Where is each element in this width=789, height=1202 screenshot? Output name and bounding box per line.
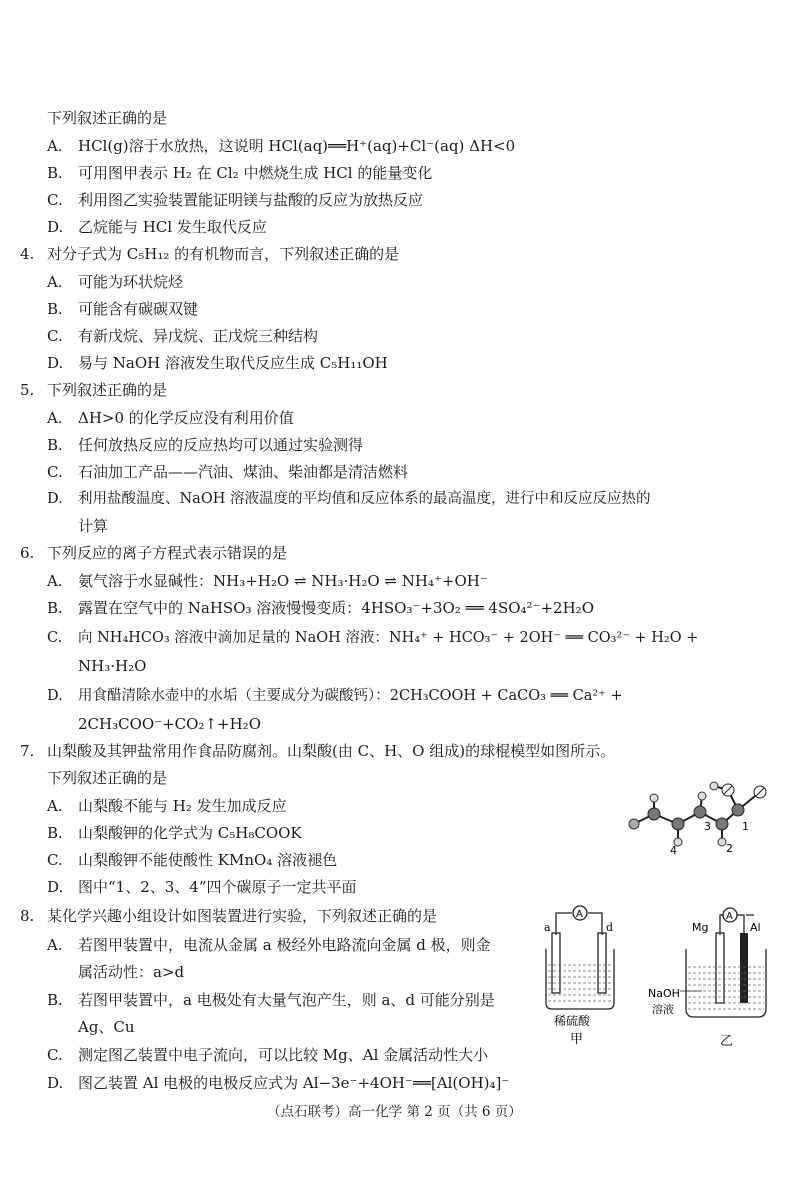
- q8-stem: 8. 某化学兴趣小组设计如图装置进行实验，下列叙述正确的是: [20, 907, 438, 925]
- q3-option-a: A. HCl(g)溶于水放热，这说明 HCl(aq)══H⁺(aq)+Cl⁻(aq) ΔH<0: [47, 137, 516, 155]
- q7-option-d: D. 图中“1、2、3、4”四个碳原子一定共平面: [47, 878, 357, 896]
- q8-option-d: D. 图乙装置 Al 电极的电极反应式为 Al−3e⁻+4OH⁻══[Al(OH)₄]⁻: [47, 1074, 510, 1092]
- q3-option-c: C. 利用图乙实验装置能证明镁与盐酸的反应为放热反应: [47, 191, 424, 209]
- q8-option-c: C. 测定图乙装置中电子流向，可以比较 Mg、Al 金属活动性大小: [47, 1046, 489, 1064]
- atom-label-4: 4: [670, 844, 677, 857]
- q6-option-b: B. 露置在空气中的 NaHSO₃ 溶液慢慢变质：4HSO₃⁻+3O₂ ══ 4SO₄²⁻+2H₂O: [47, 599, 594, 617]
- ammeter-yi-label: A: [726, 911, 733, 922]
- q5-option-d: D. 利用盐酸温度、NaOH 溶液温度的平均值和反应体系的最高温度，进行中和反应反应热的: [47, 491, 651, 507]
- atom-label-1: 1: [742, 820, 749, 833]
- q6-stem: 6. 下列反应的离子方程式表示错误的是: [20, 544, 288, 562]
- figure-yi-caption: 乙: [720, 1034, 734, 1049]
- galvanic-cell-jia-figure: [540, 905, 620, 1045]
- q7-stem: 7. 山梨酸及其钾盐常用作食品防腐剂。山梨酸(由 C、H、O 组成)的球棍模型如图所示。: [20, 742, 616, 760]
- electrode-d-label: d: [606, 921, 614, 934]
- q7-stem-cont: 下列叙述正确的是: [47, 769, 168, 787]
- q4-option-d: D. 易与 NaOH 溶液发生取代反应生成 C₅H₁₁OH: [47, 354, 388, 372]
- q8-option-b-cont: Ag、Cu: [78, 1018, 135, 1036]
- q6-option-d-cont: 2CH₃COO⁻+CO₂↑+H₂O: [78, 715, 261, 733]
- dilute-sulfuric-acid-label: 稀硫酸: [554, 1014, 591, 1028]
- q6-option-a: A. 氨气溶于水显碱性：NH₃+H₂O ⇌ NH₃·H₂O ⇌ NH₄⁺+OH⁻: [47, 572, 488, 590]
- q6-option-c-cont: NH₃·H₂O: [78, 657, 147, 675]
- q5-option-c: C. 石油加工产品——汽油、煤油、柴油都是清洁燃料: [47, 463, 409, 481]
- q5-option-a: A. ΔH>0 的化学反应没有利用价值: [47, 409, 294, 427]
- ball-and-stick-model: [612, 772, 772, 862]
- q4-option-a: A. 可能为环状烷烃: [47, 273, 184, 291]
- atom-label-3: 3: [704, 820, 711, 833]
- q4-option-c: C. 有新戊烷、异戊烷、正戊烷三种结构: [47, 327, 319, 345]
- q8-option-a: A. 若图甲装置中，电流从金属 a 极经外电路流向金属 d 极，则金: [47, 936, 491, 954]
- atom-label-2: 2: [726, 842, 733, 855]
- naoh-label: NaOH: [648, 987, 680, 1000]
- q4-stem: 4. 对分子式为 C₅H₁₂ 的有机物而言，下列叙述正确的是: [20, 245, 400, 263]
- page-footer: （点石联考）高一化学 第 2 页（共 6 页）: [267, 1104, 522, 1120]
- figure-jia-caption: 甲: [570, 1032, 584, 1045]
- ammeter-jia-label: A: [576, 909, 583, 920]
- q3-stem: 下列叙述正确的是: [47, 109, 168, 127]
- q3-option-b: B. 可用图甲表示 H₂ 在 Cl₂ 中燃烧生成 HCl 的能量变化: [47, 164, 433, 182]
- q8-option-b: B. 若图甲装置中，a 电极处有大量气泡产生，则 a、d 可能分别是: [47, 991, 495, 1009]
- q5-option-d-cont: 计算: [78, 517, 109, 535]
- galvanic-cell-yi-figure: [642, 905, 772, 1050]
- q7-option-b: B. 山梨酸钾的化学式为 C₅H₈COOK: [47, 824, 302, 842]
- al-electrode-label: Al: [750, 921, 761, 934]
- solution-label: 溶液: [652, 1003, 674, 1016]
- q6-option-d: D. 用食醋清除水壶中的水垢（主要成分为碳酸钙）：2CH₃COOH + CaCO₃ ══ Ca²⁺ +: [47, 688, 623, 704]
- mg-electrode-label: Mg: [692, 921, 709, 934]
- q5-option-b: B. 任何放热反应的反应热均可以通过实验测得: [47, 436, 364, 454]
- q7-option-a: A. 山梨酸不能与 H₂ 发生加成反应: [47, 797, 287, 815]
- q7-option-c: C. 山梨酸钾不能使酸性 KMnO₄ 溶液褪色: [47, 851, 338, 869]
- q3-option-d: D. 乙烷能与 HCl 发生取代反应: [47, 218, 267, 236]
- electrode-a-label: a: [544, 921, 551, 934]
- q6-option-c: C. 向 NH₄HCO₃ 溶液中滴加足量的 NaOH 溶液：NH₄⁺ + HCO₃⁻ + 2OH⁻ ══ CO₃²⁻ + H₂O +: [47, 630, 699, 646]
- sorbic-acid-model-figure: [612, 772, 772, 862]
- q8-option-a-cont: 属活动性：a>d: [78, 963, 185, 981]
- q5-stem: 5. 下列叙述正确的是: [20, 381, 168, 399]
- q4-option-b: B. 可能含有碳碳双键: [47, 300, 199, 318]
